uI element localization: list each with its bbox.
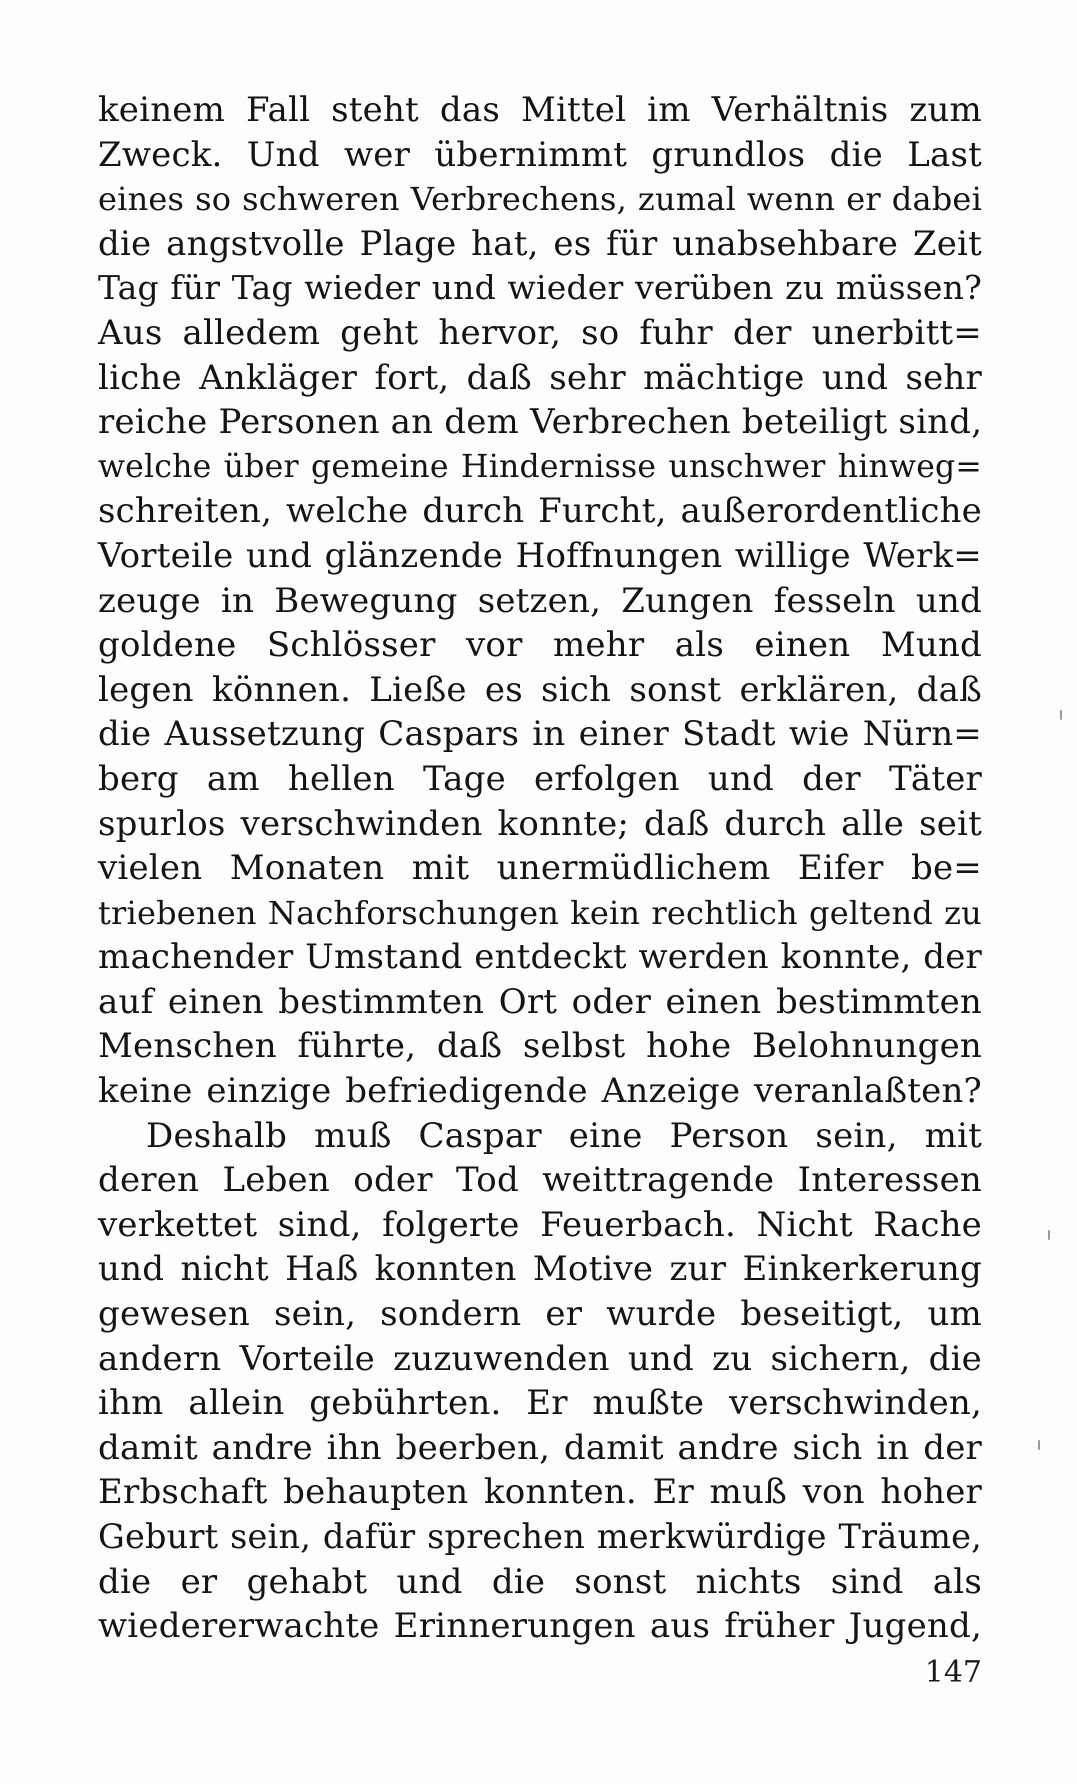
text-line: und nicht Haß konnten Motive zur Einkerkerung bbox=[98, 1249, 982, 1290]
text-line: eines so schweren Verbrechens, zumal wenn er dabei bbox=[98, 180, 982, 219]
paper-speck bbox=[1060, 710, 1062, 720]
text-line: gewesen sein, sondern er wurde beseitigt, um bbox=[98, 1294, 982, 1335]
text-line: berg am hellen Tage erfolgen und der Täter bbox=[98, 758, 982, 799]
text-line: machender Umstand entdeckt werden konnte, der bbox=[98, 937, 982, 978]
text-line: Erbschaft behaupten konnten. Er muß von hoher bbox=[98, 1472, 982, 1513]
text-line: schreiten, welche durch Furcht, außerordentliche bbox=[98, 491, 982, 532]
text-line: vielen Monaten mit unermüdlichem Eifer be= bbox=[98, 848, 982, 889]
text-line: ihm allein gebührten. Er mußte verschwinden, bbox=[98, 1383, 982, 1424]
text-line: Tag für Tag wieder und wieder verüben zu müssen? bbox=[98, 268, 982, 308]
text-line: auf einen bestimmten Ort oder einen bestimmten bbox=[98, 981, 982, 1022]
text-line: verkettet sind, folgerte Feuerbach. Nicht Rache bbox=[98, 1204, 982, 1245]
text-line: andern Vorteile zuzuwenden und zu sichern, die bbox=[98, 1338, 982, 1379]
text-line: die Aussetzung Caspars in einer Stadt wie Nürn= bbox=[98, 714, 982, 755]
text-line: die er gehabt und die sonst nichts sind als bbox=[98, 1561, 982, 1602]
page-number: 147 bbox=[924, 1655, 982, 1690]
paper-speck bbox=[1038, 1440, 1040, 1450]
text-line: Vorteile und glänzende Hoffnungen willige Werk= bbox=[98, 535, 982, 576]
text-line: Menschen führte, daß selbst hohe Belohnungen bbox=[98, 1026, 982, 1067]
text-line: reiche Personen an dem Verbrechen beteiligt sind, bbox=[98, 402, 983, 443]
text-line: zeuge in Bewegung setzen, Zungen fesseln und bbox=[98, 580, 982, 621]
text-line: Aus alledem geht hervor, so fuhr der unerbitt= bbox=[98, 312, 982, 353]
text-line: Zweck. Und wer übernimmt grundlos die Last bbox=[98, 134, 982, 175]
text-line: keine einzige befriedigende Anzeige veranlaßten? bbox=[98, 1071, 982, 1112]
text-line: deren Leben oder Tod weittragende Interessen bbox=[98, 1160, 982, 1201]
text-line: triebenen Nachforschungen kein rechtlich geltend zu bbox=[98, 893, 982, 932]
body-text bbox=[98, 88, 982, 1649]
text-line: keinem Fall steht das Mittel im Verhältnis zum bbox=[98, 90, 982, 130]
text-line: spurlos verschwinden konnte; daß durch alle seit bbox=[98, 803, 982, 844]
paper-speck bbox=[1048, 1230, 1050, 1240]
text-line: Geburt sein, dafür sprechen merkwürdige Träume, bbox=[98, 1517, 982, 1556]
text-line: legen können. Ließe es sich sonst erklären, daß bbox=[98, 669, 982, 710]
text-line: liche Ankläger fort, daß sehr mächtige und sehr bbox=[98, 357, 982, 398]
text-line: die angstvolle Plage hat, es für unabsehbare Zeit bbox=[98, 223, 982, 264]
text-line: damit andre ihn beerben, damit andre sich in der bbox=[98, 1427, 982, 1468]
text-line: welche über gemeine Hindernisse unschwer hinweg= bbox=[98, 448, 982, 485]
text-line: goldene Schlösser vor mehr als einen Mund bbox=[98, 625, 982, 666]
text-line: wiedererwachte Erinnerungen aus früher Jugend, bbox=[98, 1606, 982, 1647]
paragraph-start-line: Deshalb muß Caspar eine Person sein, mit bbox=[146, 1115, 982, 1156]
